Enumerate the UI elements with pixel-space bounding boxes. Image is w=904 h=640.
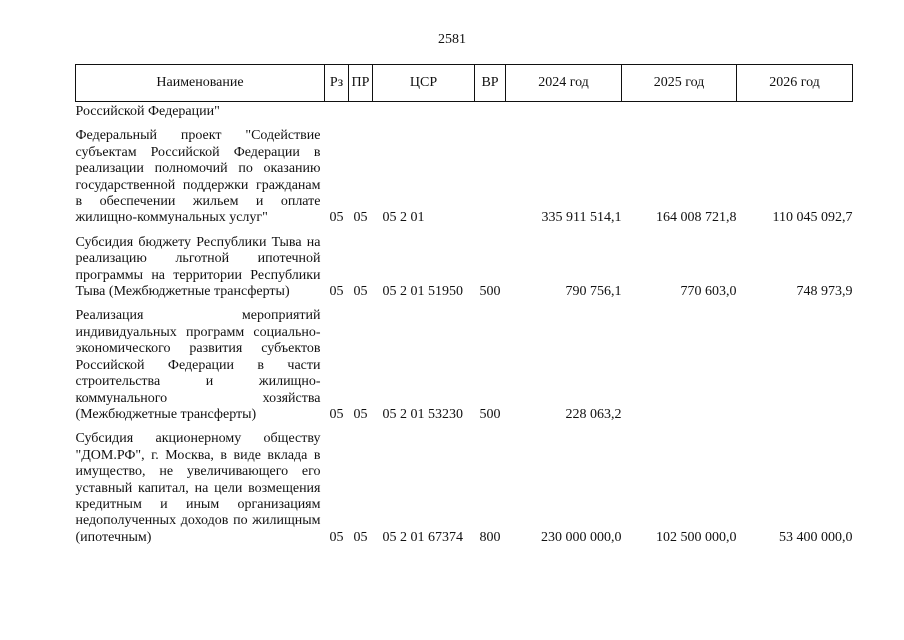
table-row bbox=[76, 235, 853, 301]
table-row bbox=[76, 128, 853, 226]
row-2025: 164 008 721,8 bbox=[656, 210, 737, 226]
row-spacer bbox=[76, 120, 853, 128]
row-2024 bbox=[506, 102, 622, 121]
row-name: Реализация мероприятий индивидуальных программ социально-экономического развития субъектов Российской Федерации в части строительства и жилищно-коммунального хозяйства (Межбюджетные трансферты) bbox=[75, 308, 321, 422]
row-name: Субсидия бюджету Республики Тыва на реализацию льготной ипотечной программы на территории Республики Тыва (Межбюджетные трансферты) bbox=[75, 234, 321, 300]
row-rz bbox=[325, 102, 349, 121]
row-2024: 228 063,2 bbox=[565, 406, 622, 422]
row-rz: 05 bbox=[329, 529, 344, 545]
budget-table bbox=[75, 64, 853, 546]
header-2024: 2024 год bbox=[506, 65, 622, 102]
row-2026 bbox=[737, 308, 853, 423]
row-spacer bbox=[76, 300, 853, 308]
row-2026: 748 973,9 bbox=[796, 284, 853, 300]
row-2024: 790 756,1 bbox=[565, 284, 622, 300]
row-pr: 05 bbox=[353, 210, 368, 226]
row-csr: 05 2 01 51950 bbox=[382, 284, 463, 300]
row-2025 bbox=[622, 102, 737, 121]
row-2025: 102 500 000,0 bbox=[656, 529, 737, 545]
header-2026: 2026 год bbox=[737, 65, 853, 102]
row-csr: 05 2 01 53230 bbox=[382, 406, 463, 422]
row-csr: 05 2 01 67374 bbox=[382, 529, 463, 545]
row-2025 bbox=[622, 308, 737, 423]
page-number: 2581 bbox=[438, 32, 466, 47]
row-2026: 110 045 092,7 bbox=[772, 210, 853, 226]
row-vr: 800 bbox=[479, 529, 501, 545]
row-rz: 05 bbox=[329, 210, 344, 226]
table-header-row bbox=[76, 65, 853, 102]
row-name: Российской Федерации" bbox=[75, 104, 220, 119]
row-name: Федеральный проект "Содействие субъектам Российской Федерации в реализации полномочий по оказанию государственной поддержки гражданам в обеспечении жильем и оплате жилищно-коммунальных услуг" bbox=[75, 128, 321, 226]
row-2026: 53 400 000,0 bbox=[779, 529, 853, 545]
row-spacer bbox=[76, 227, 853, 235]
header-csr: ЦСР bbox=[373, 65, 475, 102]
row-spacer bbox=[76, 423, 853, 431]
row-vr: 500 bbox=[479, 284, 501, 300]
row-2026 bbox=[737, 102, 853, 121]
row-2024: 335 911 514,1 bbox=[541, 210, 622, 226]
row-csr bbox=[373, 102, 475, 121]
header-rz: Рз bbox=[325, 65, 349, 102]
row-pr: 05 bbox=[353, 284, 368, 300]
row-pr: 05 bbox=[353, 406, 368, 422]
row-name: Субсидия акционерному обществу "ДОМ.РФ", г. Москва, в виде вклада в имущество, не увеличивающего его уставный капитал, на цели возмещения кредитным и иным организациям недополученных доходов по жилищным (ипотечным) bbox=[75, 431, 321, 545]
row-vr bbox=[475, 102, 506, 121]
row-2024: 230 000 000,0 bbox=[541, 529, 622, 545]
table-row bbox=[76, 102, 853, 121]
row-csr: 05 2 01 bbox=[382, 210, 425, 226]
row-pr bbox=[349, 102, 373, 121]
row-vr: 500 bbox=[479, 406, 501, 422]
row-pr: 05 bbox=[353, 529, 368, 545]
row-rz: 05 bbox=[329, 406, 344, 422]
row-2025: 770 603,0 bbox=[680, 284, 737, 300]
header-vr: ВР bbox=[475, 65, 506, 102]
header-name: Наименование bbox=[76, 65, 325, 102]
table-row bbox=[76, 308, 853, 423]
header-2025: 2025 год bbox=[622, 65, 737, 102]
table-row bbox=[76, 431, 853, 546]
row-vr bbox=[475, 128, 506, 226]
header-pr: ПР bbox=[349, 65, 373, 102]
row-rz: 05 bbox=[329, 284, 344, 300]
